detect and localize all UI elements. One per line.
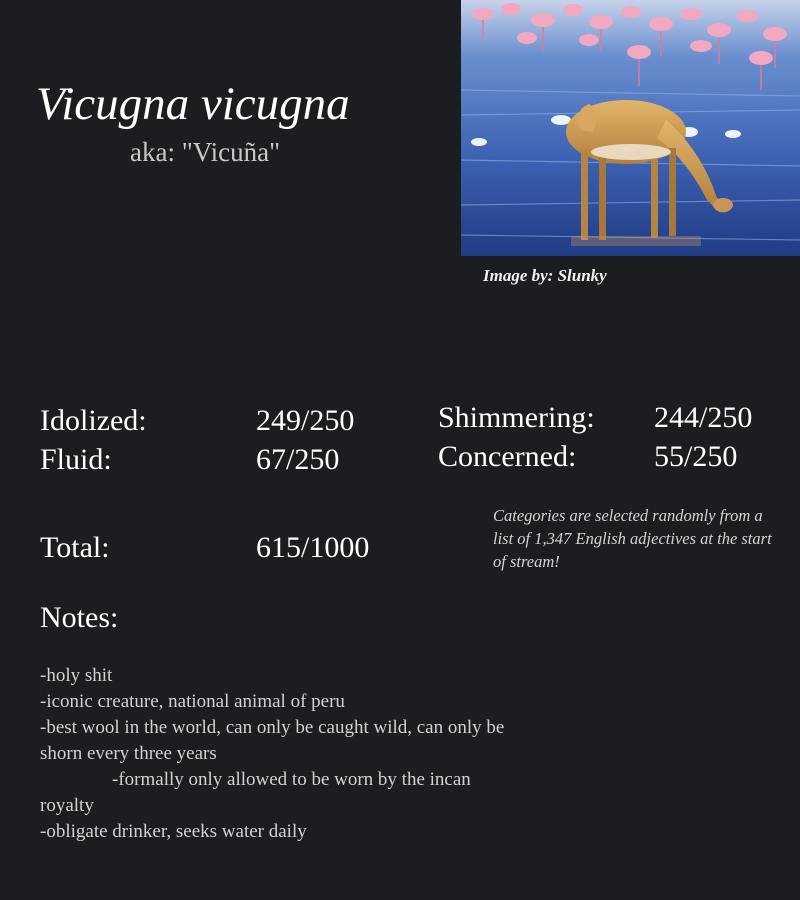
- common-name: aka: "Vicuña": [130, 137, 281, 167]
- notes-list: [40, 663, 520, 845]
- score-label-idolized: Idolized:: [40, 404, 147, 437]
- score-label-fluid: Fluid:: [40, 443, 112, 476]
- note-item: -holy shit: [40, 665, 113, 686]
- note-item: -best wool in the world, can only be caught wild, can only be shorn every three years: [40, 717, 505, 764]
- photo-credit: Image by: Slunky: [483, 266, 607, 285]
- score-value-fluid: 67/250: [256, 443, 340, 476]
- species-title: Vicugna vicugna: [36, 78, 350, 130]
- note-item: -formally only allowed to be worn by the incan royalty: [40, 769, 471, 816]
- categories-note: Categories are selected randomly from a list of 1,347 English adjectives at the start of stream!: [493, 506, 772, 571]
- note-item: -iconic creature, national animal of peru: [40, 691, 345, 712]
- score-label-concerned: Concerned:: [438, 440, 577, 473]
- score-value-concerned: 55/250: [654, 440, 738, 473]
- score-value-idolized: 249/250: [256, 404, 355, 437]
- note-item: -obligate drinker, seeks water daily: [40, 821, 307, 842]
- species-photo: [461, 0, 800, 256]
- total-label: Total:: [40, 531, 110, 564]
- score-value-shimmering: 244/250: [654, 401, 753, 434]
- notes-heading: Notes:: [40, 601, 119, 634]
- total-value: 615/1000: [256, 531, 370, 564]
- score-label-shimmering: Shimmering:: [438, 401, 595, 434]
